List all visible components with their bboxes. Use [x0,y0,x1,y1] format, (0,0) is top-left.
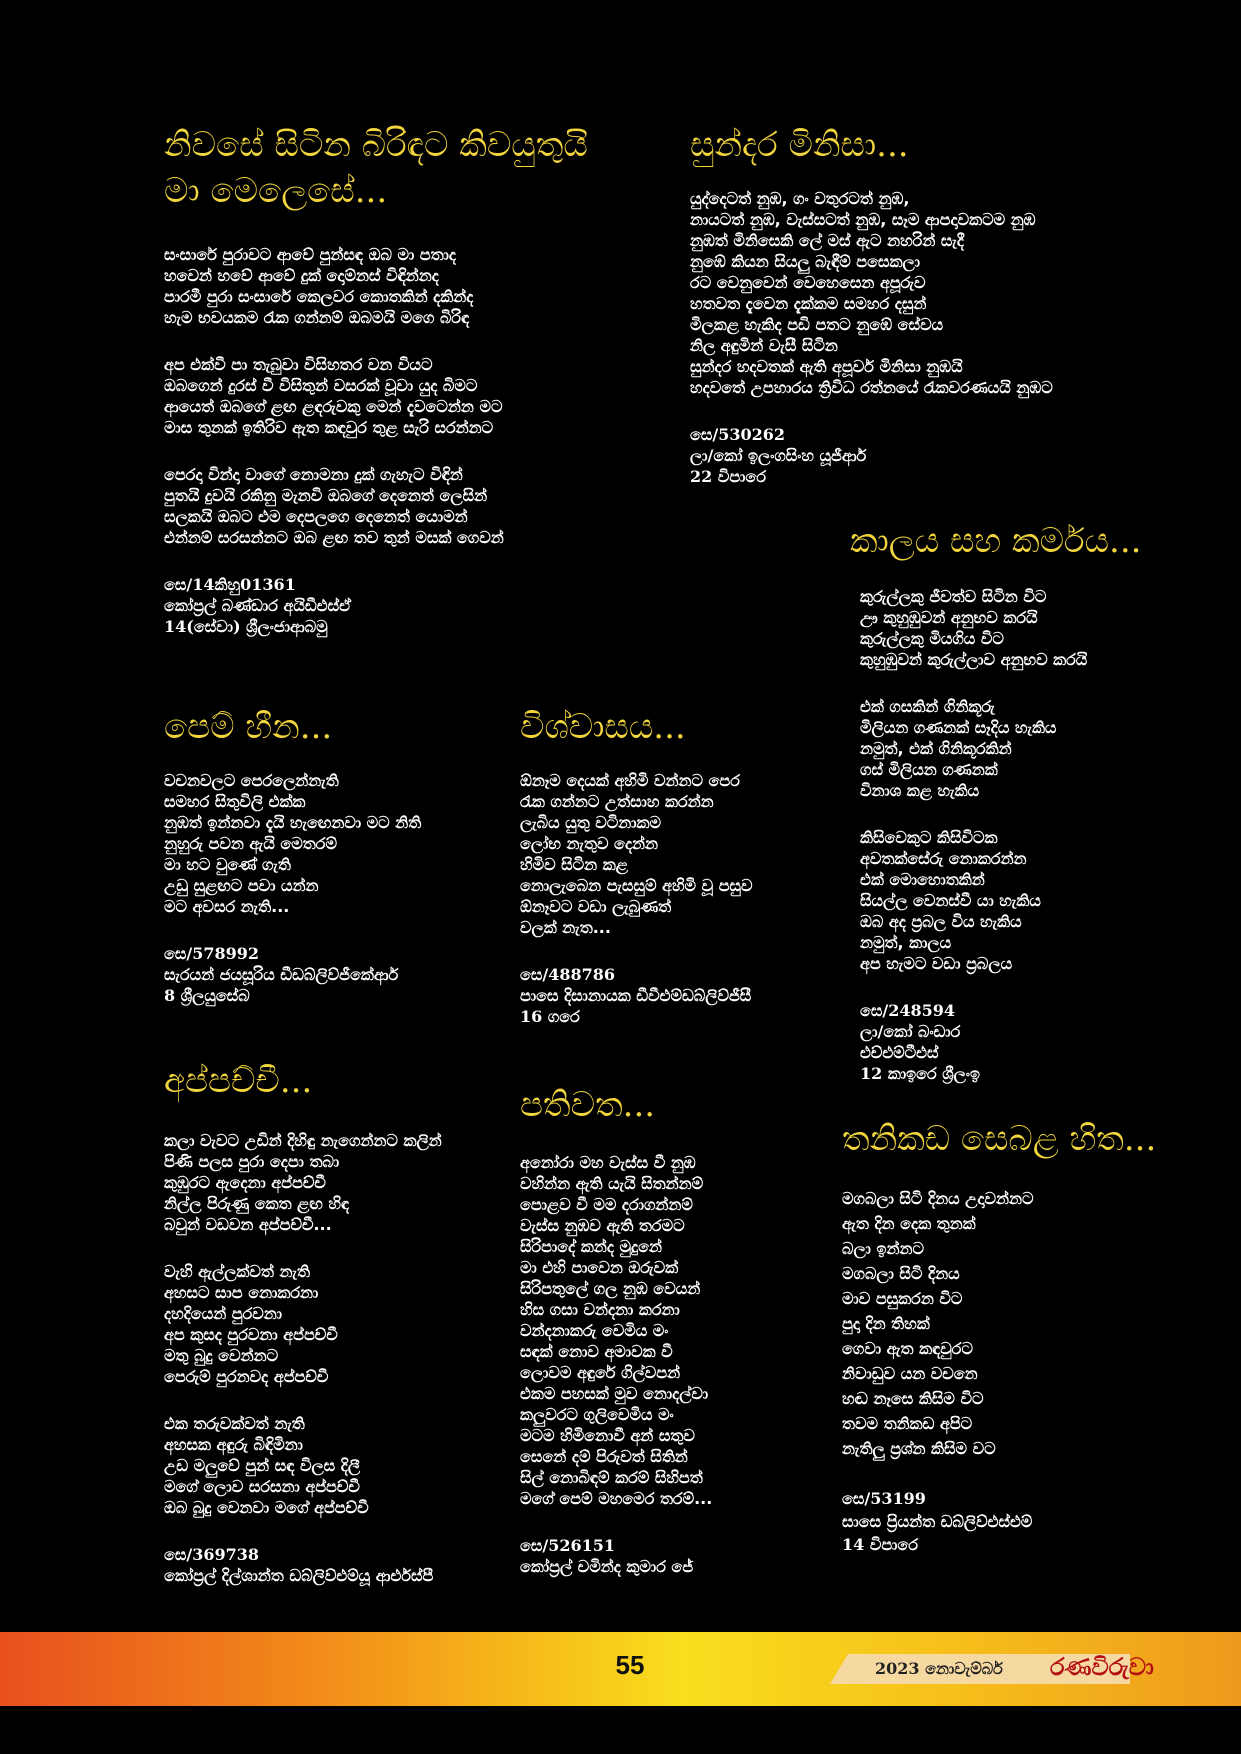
poem-line: පුදා දින තිහක් [842,1314,930,1333]
author-name: කෝප්‍රල් බණ්ඩාර අයිඩීඑස්ඒ [164,596,352,615]
poem-signature [164,943,494,1006]
poem-line: වැස්ස නුඹව ඇති තරමට [520,1216,685,1235]
poem-line: දහදියෙන් පුරවනා [164,1304,283,1323]
author-id: සෙ/578992 [164,944,260,963]
poem-line: මා එහි පාවෙන ඔරුවක් [520,1258,679,1277]
poem-line: එක් මොහොතකින් [860,870,985,889]
poem-line: පිණි පලස පුරා දෙපා තබා [164,1152,340,1171]
poem-title [164,1058,504,1104]
poem-line: ගස් මිලියන ගණනක් [860,760,998,779]
poem-title-line: කාලය සහ කර්මය... [850,521,1142,561]
poem-line: උඩු සුළඟට පවා යන්න [164,876,319,895]
poem-line: අවතක්සේරු නොකරන්න [860,849,1027,868]
poem-line: මට අවසර නැති... [164,897,290,916]
poem-beautiful-man [690,122,1210,487]
poem-title-line: තනිකඩ සෙබළ හිත... [842,1119,1157,1159]
poem-line: මගේ පෙම් මහමෙර තරම්... [520,1489,713,1508]
stanza [520,1152,840,1509]
poem-line: කලා වැවට උඩින් දිහිඳු නැගෙන්නට කලින් [164,1131,442,1150]
poem-line: අනෝරා මහ වැස්ස වී නුඹ [520,1153,696,1172]
poem-title [520,1082,840,1128]
poem-line: ඔබ අද ප්‍රබල විය හැකිය [860,912,1022,931]
stanza [164,1261,504,1387]
author-name: ලා/කෝ බංඩාර [860,1022,961,1041]
author-id: සෙ/53199 [842,1489,926,1508]
author-id: සෙ/248594 [860,1001,956,1020]
poem-father [164,1058,504,1586]
author-unit: 14(සේවා) ශ්‍රීලංජාආබමු [164,617,328,636]
poem-line: වැහි ඇල්ලක්වත් නැති [164,1262,310,1281]
poem-line: ඌ කුහුඹුවන් අනුභව කරයි [860,608,1038,627]
author-id: සෙ/488786 [520,965,616,984]
author-id: සෙ/369738 [164,1545,260,1564]
poem-line: නිල අඳුමින් වැසී සිටින [690,336,838,355]
poem-title-line: මා මෙලෙසේ... [164,171,388,211]
poem-line: මටම හිමිනොවී අන් සතුව [520,1426,695,1445]
poem-line: පාරමී පුරා සංසාරේ කෙලවර කොතකින් දකින්ද [164,287,474,306]
poem-line: පෙරුම් පුරනවද අප්පච්චී [164,1367,329,1386]
poem-line: මතු බුදු වෙන්නට [164,1346,279,1365]
poem-line: ලෝභ නැතුව දෙන්න [520,834,659,853]
poem-line: වහින්න ඇති යැයි සිතන්නම් [520,1174,704,1193]
author-name: පාසෙ දිසානායක ඩීවීඑම්ඩබ්ලිව්ජීසී [520,986,752,1005]
author-unit: 16 ගරෙ [520,1007,580,1026]
poem-line: කිසිවෙකුට කිසිවිටක [860,828,998,847]
author-id: සෙ/526151 [520,1536,616,1555]
poem-line: මාව පසුකරන විට [842,1289,963,1308]
poem-line: ඔබ බුදු වෙනවා මගේ අප්පච්චී [164,1498,369,1517]
poem-line: ඕනෑම දෙයක් අහිමි වන්නට පෙර [520,771,740,790]
stanza [860,827,1210,974]
poem-line: නොලැබෙන පැසසුම් අහිමි වූ පසුව [520,876,753,895]
poem-trust [520,704,840,1027]
poem-line: කලුවරට ගුලිවෙමිය මං [520,1405,674,1424]
poem-line: අහසට සාප නොකරනා [164,1283,319,1302]
stanza [164,770,494,917]
poem-line: හවෙන් හවේ ආවේ දුක් දොම්නස් විඳින්නද [164,266,439,285]
page-number: 55 [615,1650,645,1680]
poem-line: උඩ මලුවේ පුන් සඳ විලස දිලී [164,1456,361,1475]
poem-line: රට වෙනුවෙන් වෙහෙසෙන අපූරුව [690,273,926,292]
author-id: සෙ/530262 [690,425,786,444]
stanza [164,244,634,328]
poem-line: අහසක අඳුරු බිඳිමිනා [164,1435,303,1454]
poem-line: බලා ඉන්නට [842,1239,924,1258]
author-unit: 14 විපාරෙ [842,1535,918,1554]
poem-title [690,122,1210,168]
poem-line: ඕනෑවට වඩා ලැබුණත් [520,897,672,916]
poem-line: පොළව වී මම දරාගන්නම් [520,1195,693,1214]
poem-line: වචනවලට පෙරලෙන්නැති [164,771,339,790]
poem-signature [690,424,1210,487]
poem-line: කුහුඹුවන් කුරුල්ලාව අනුභව කරයි [860,650,1088,669]
poem-line: මගබලා සිටි දිනය [842,1264,960,1283]
poem-line: ලැබිය යුතු වටිනාකම [520,813,662,832]
poem-line: වලක් නැත... [520,918,611,937]
poem-line: ලොවම අඳුරේ ගිල්වපන් [520,1363,681,1382]
poem-line: අප හැමට වඩා ප්‍රබලය [860,954,1013,973]
magazine-logo: රණවිරුවා [1050,1652,1154,1681]
poem-title-line: සුන්දර මිනිසා... [690,125,909,165]
poem-line: එක් ගසකින් ගිනිකූරු [860,697,995,716]
poem-line: සිරිපාදේ කන්ද මුදුනේ [520,1237,662,1256]
poem-line: නුහුරු පවන ඇයි මෙතරම් [164,834,337,853]
author-unit: 22 විපාරෙ [690,467,766,486]
author-name: සාසෙ ප්‍රියන්ත ඩබ්ලිව්එස්එම් [842,1512,1033,1531]
poem-line: සෙනේ දම් පිරුවත් සිතින් [520,1447,688,1466]
stanza [164,354,634,438]
poem-title [850,518,1210,564]
poem-line: හඬ නෑසෙ කිසිම විට [842,1389,984,1408]
poem-signature [164,574,634,637]
stanza [842,1186,1212,1461]
poem-title-line: නිවසේ සිටින බිරිඳට කිවයුතුයි [164,125,588,165]
author-unit: 12 කාඉරෙ ශ්‍රීලංඉ [860,1064,980,1083]
poem-signature [520,964,840,1027]
poem-title [164,122,634,214]
poem-line: නිවාඩුව යන වචනෙ [842,1364,978,1383]
stanza [164,464,634,548]
poem-line: මගබලා සිටි දිනය උදාවන්නට [842,1189,1034,1208]
poem-line: හදවතේ උපහාරය ත්‍රිවිධ රත්නයේ රැකවරණයයි නුඹට [690,378,1053,397]
poem-line: එකම පහසක් මුව නොදල්වා [520,1384,709,1403]
poem-line: මගේ ලොව සරසනා අප්පච්චී [164,1477,360,1496]
poem-line: තවම තනිකඩ අපිට [842,1414,973,1433]
poem-line: සලකයි ඔබට එම දෙපලගෙ දෙනෙත් යොමන් [164,507,468,526]
stanza [860,586,1210,670]
poem-line: රැක ගන්නට උත්සාහ කරන්න [520,792,714,811]
poem-signature [860,1000,1210,1084]
poem-line: සිරිපතුලේ ගල නුඹ වෙයන් [520,1279,701,1298]
author-name: කෝප්‍රල් දිල්ශාන්ත ඩබ්ලිව්එම්යූ ආර්එස්පී [164,1566,434,1585]
poem-line: මාස තුනක් ඉතිරිව ඇත කඳවුර තුළ සැරි සරන්නට [164,418,494,437]
poem-line: නමුත්, එක් ගිනිකූරකින් [860,739,1012,758]
author-name-initials: එච්එම්ටීඑස් [860,1043,939,1062]
poem-wife [164,122,634,637]
author-name: කෝප්‍රල් චමින්ද කුමාර ජේ [520,1557,694,1576]
poem-line: හිමිව සිටින කළ [520,855,628,874]
poem-line: සුන්දර හදවතක් ඇති අපූර්ව මිනිසා නුඹයි [690,357,963,376]
poem-title [842,1116,1212,1162]
poem-line: බවුන් වඩවන අප්පච්චී... [164,1215,332,1234]
stanza [520,770,840,938]
poem-line: අප කුසද පුරවනා අප්පච්චී [164,1325,338,1344]
poem-signature [520,1535,840,1577]
poem-line: සියල්ල වෙනස්වී යා හැකිය [860,891,1041,910]
poem-time-and-karma [850,518,1210,1084]
poem-line: හිස ගසා වන්දනා කරනා [520,1300,680,1319]
poem-line: පෙරදා වින්දා වාගේ නොමනා දුක් ගැහැට විඳින් [164,465,463,484]
poem-line: එන්නම් සරසන්නට ඔබ ළඟ තව තුන් මසක් ගෙවන් [164,528,504,547]
poem-line: හතවත දැවෙන දැක්කම සමහර දසුන් [690,294,927,313]
stanza [164,1130,504,1235]
poem-line: සංසාරේ පුරාවට ආවේ පුන්සඳ ඔබ මා පතාද [164,245,456,264]
author-name: ලා/කෝ ඉලංගසිංහ යූජීආර් [690,446,867,465]
page-footer [0,1632,1241,1706]
poem-love-dream [164,704,494,1006]
poem-line: නමුත්, කාලය [860,933,952,952]
poem-line: සඳක් නොව අමාවක වී [520,1342,673,1361]
poem-line: පුතයි දුවයි රකිනු මැනවි ඔබගේ දෙනෙත් ලෙසින් [164,486,488,505]
stanza [164,1413,504,1518]
author-unit: 8 ශ්‍රීලයුසේබ [164,986,250,1005]
poem-line: හැම භවයකම රැක ගන්නම් ඔබමයි මගෙ බිරිඳ [164,308,470,327]
poem-line: නිල්ල පිරුණු කෙත ළඟ හිඳ [164,1194,350,1213]
poem-single-soldier [842,1116,1212,1556]
poem-line: මිලකළ හැකිද පඩි පතට නුඹේ සේවය [690,315,944,334]
poem-line: ඇත දින දෙක තුනක් [842,1214,976,1233]
poem-line: ගෙවා ඇත කඳවුරට [842,1339,973,1358]
poem-line: නුඹේ කියන සියලු බැඳීම් පසෙකලා [690,252,920,271]
poem-line: කුරුල්ලකු ජීවත්ව සිටින විට [860,587,1047,606]
stanza [690,188,1210,398]
poem-title [164,704,494,750]
poem-line: ඔබගෙන් දුරස් වී විසිතුන් වසරක් වූවා යුද බිමට [164,376,478,395]
poem-line: සිල් නොබිඳම් කරම් සිහිපත් [520,1468,703,1487]
poem-line: නායටත් නුඹ, වැස්සටත් නුඹ, සෑම ආපදාවකටම නුඹ [690,210,1036,229]
poem-line: කුඹුරට ඇදෙනා අප්පච්චී [164,1173,326,1192]
poem-line: යුද්දෙටත් නුඹ, ගං වතුරටත් නුඹ, [690,189,910,208]
poem-line: මිලියන ගණනක් සෑදිය හැකිය [860,718,1057,737]
author-name: සැරයන් ජයසූරිය ඩීඩබ්ලිව්ජීකේආර් [164,965,399,984]
poem-line: නුඹත් මිනිසෙකි ලේ මස් ඇට නහරින් සැදී [690,231,964,250]
poem-line: වන්දනාකරු වෙමිය මං [520,1321,669,1340]
poem-line: සමහර සිතුවිලි එක්ක [164,792,306,811]
poem-line: එක තරුවක්වත් නැති [164,1414,305,1433]
poem-title-line: අප්පච්චී... [164,1061,313,1101]
poem-title [520,704,840,750]
poem-line: විනාශ කළ හැකිය [860,781,980,800]
poem-line: ආයෙත් ඔබගේ ළඟ ළඳරුවකු මෙන් දැවටෙන්න මට [164,397,503,416]
poem-line: අප එක්වී පා තැබුවා විසිහතර වන වියට [164,355,433,374]
poem-line: නැතිලු ප්‍රශ්න කිසිම වට [842,1439,996,1458]
poem-title-line: පෙම් හීන... [164,707,333,747]
poem-chastity [520,1082,840,1577]
poem-title-line: විශ්වාසය... [520,707,686,747]
poem-line: කුරුල්ලකු මියගිය විට [860,629,1004,648]
poem-line: මා හට වුණේ ගැති [164,855,291,874]
poem-signature [164,1544,504,1586]
poem-title-line: පතිවත... [520,1085,656,1125]
poem-signature [842,1487,1212,1556]
author-id: සෙ/14කිහු01361 [164,575,296,594]
issue-date: 2023 නොවැම්බර් [875,1659,1003,1678]
stanza [860,696,1210,801]
poem-line: නුඹත් ඉන්නවා දැයි හැඟෙනවා මට නිති [164,813,422,832]
